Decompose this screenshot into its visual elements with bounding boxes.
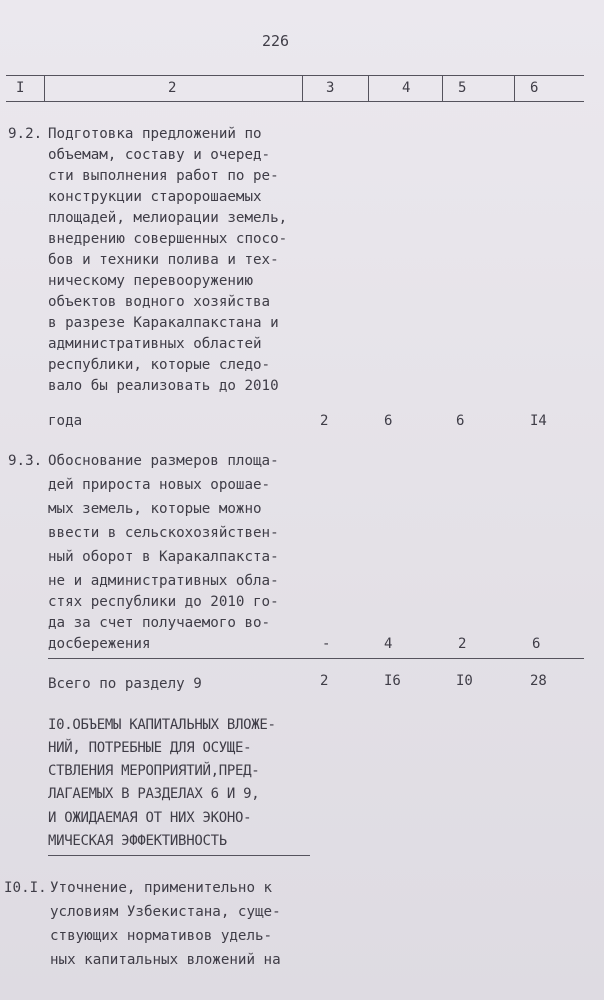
text-line: ный оборот в Каракалпакста-: [48, 549, 279, 565]
value-col-5: 6: [456, 413, 465, 429]
heading-rule: [48, 855, 310, 856]
value-col-4: 4: [384, 636, 393, 652]
value-col-3: 2: [320, 413, 329, 429]
item-number: I0.I.: [4, 880, 47, 896]
text-line: внедрению совершенных спосо-: [48, 231, 288, 247]
text-line: сти выполнения работ по ре-: [48, 168, 279, 184]
item-number: 9.2.: [8, 126, 43, 142]
text-line: мых земель, которые можно: [48, 501, 262, 517]
text-line: ввести в сельскохозяйствен-: [48, 525, 279, 541]
text-line: Подготовка предложений по: [48, 126, 262, 142]
text-line: в разрезе Каракалпакстана и: [48, 315, 279, 331]
text-line: года: [48, 413, 83, 429]
value-col-6: I4: [530, 413, 547, 429]
header-divider: [442, 75, 443, 102]
column-number-4: 4: [402, 80, 411, 96]
text-line: да за счет получаемого во-: [48, 615, 271, 631]
text-line: конструкции старорошаемых: [48, 189, 262, 205]
text-line: республики, которые следо-: [48, 357, 271, 373]
heading-line: И ОЖИДАЕМАЯ ОТ НИХ ЭКОНО-: [48, 810, 252, 826]
text-line: площадей, мелиорации земель,: [48, 210, 288, 226]
text-line: не и административных обла-: [48, 573, 279, 589]
column-number-5: 5: [458, 80, 467, 96]
text-line: условиям Узбекистана, суще-: [50, 904, 281, 920]
heading-line: МИЧЕСКАЯ ЭФФЕКТИВНОСТЬ: [48, 833, 227, 849]
text-line: административных областей: [48, 336, 262, 352]
page-number: 226: [262, 32, 290, 50]
text-line: объемам, составу и очеред-: [48, 147, 271, 163]
value-col-6: 6: [532, 636, 541, 652]
text-line: бов и техники полива и тех-: [48, 252, 279, 268]
header-top-rule: [6, 75, 584, 76]
text-line: стях республики до 2010 го-: [48, 594, 279, 610]
heading-line: ЛАГАЕМЫХ В РАЗДЕЛАХ 6 И 9,: [48, 786, 260, 802]
text-line: вало бы реализовать до 2010: [48, 378, 279, 394]
header-bottom-rule: [6, 101, 584, 102]
value-col-5: 2: [458, 636, 467, 652]
text-line: Обоснование размеров площа-: [48, 453, 279, 469]
header-divider: [44, 75, 45, 102]
heading-line: НИЙ, ПОТРЕБНЫЕ ДЛЯ ОСУЩЕ-: [48, 740, 252, 756]
total-rule: [48, 658, 584, 659]
total-col-6: 28: [530, 673, 547, 689]
total-label: Всего по разделу 9: [48, 676, 202, 692]
text-line: дей прироста новых орошае-: [48, 477, 271, 493]
item-number: 9.3.: [8, 453, 43, 469]
text-line: ных капитальных вложений на: [50, 952, 281, 968]
text-line: Уточнение, применительно к: [50, 880, 273, 896]
total-col-3: 2: [320, 673, 329, 689]
column-number-6: 6: [530, 80, 539, 96]
header-divider: [514, 75, 515, 102]
heading-line: I0.ОБЪЕМЫ КАПИТАЛЬНЫХ ВЛОЖЕ-: [48, 717, 276, 733]
header-divider: [302, 75, 303, 102]
text-line: досбережения: [48, 636, 151, 652]
heading-line: СТВЛЕНИЯ МЕРОПРИЯТИЙ,ПРЕД-: [48, 763, 260, 779]
total-col-4: I6: [384, 673, 401, 689]
value-col-3: -: [322, 636, 331, 652]
column-number-2: 2: [168, 80, 177, 96]
text-line: объектов водного хозяйства: [48, 294, 271, 310]
header-divider: [368, 75, 369, 102]
value-col-4: 6: [384, 413, 393, 429]
total-col-5: I0: [456, 673, 473, 689]
text-line: ствующих нормативов удель-: [50, 928, 273, 944]
column-number-1: I: [16, 80, 25, 96]
column-number-3: 3: [326, 80, 335, 96]
text-line: ническому перевооружению: [48, 273, 253, 289]
